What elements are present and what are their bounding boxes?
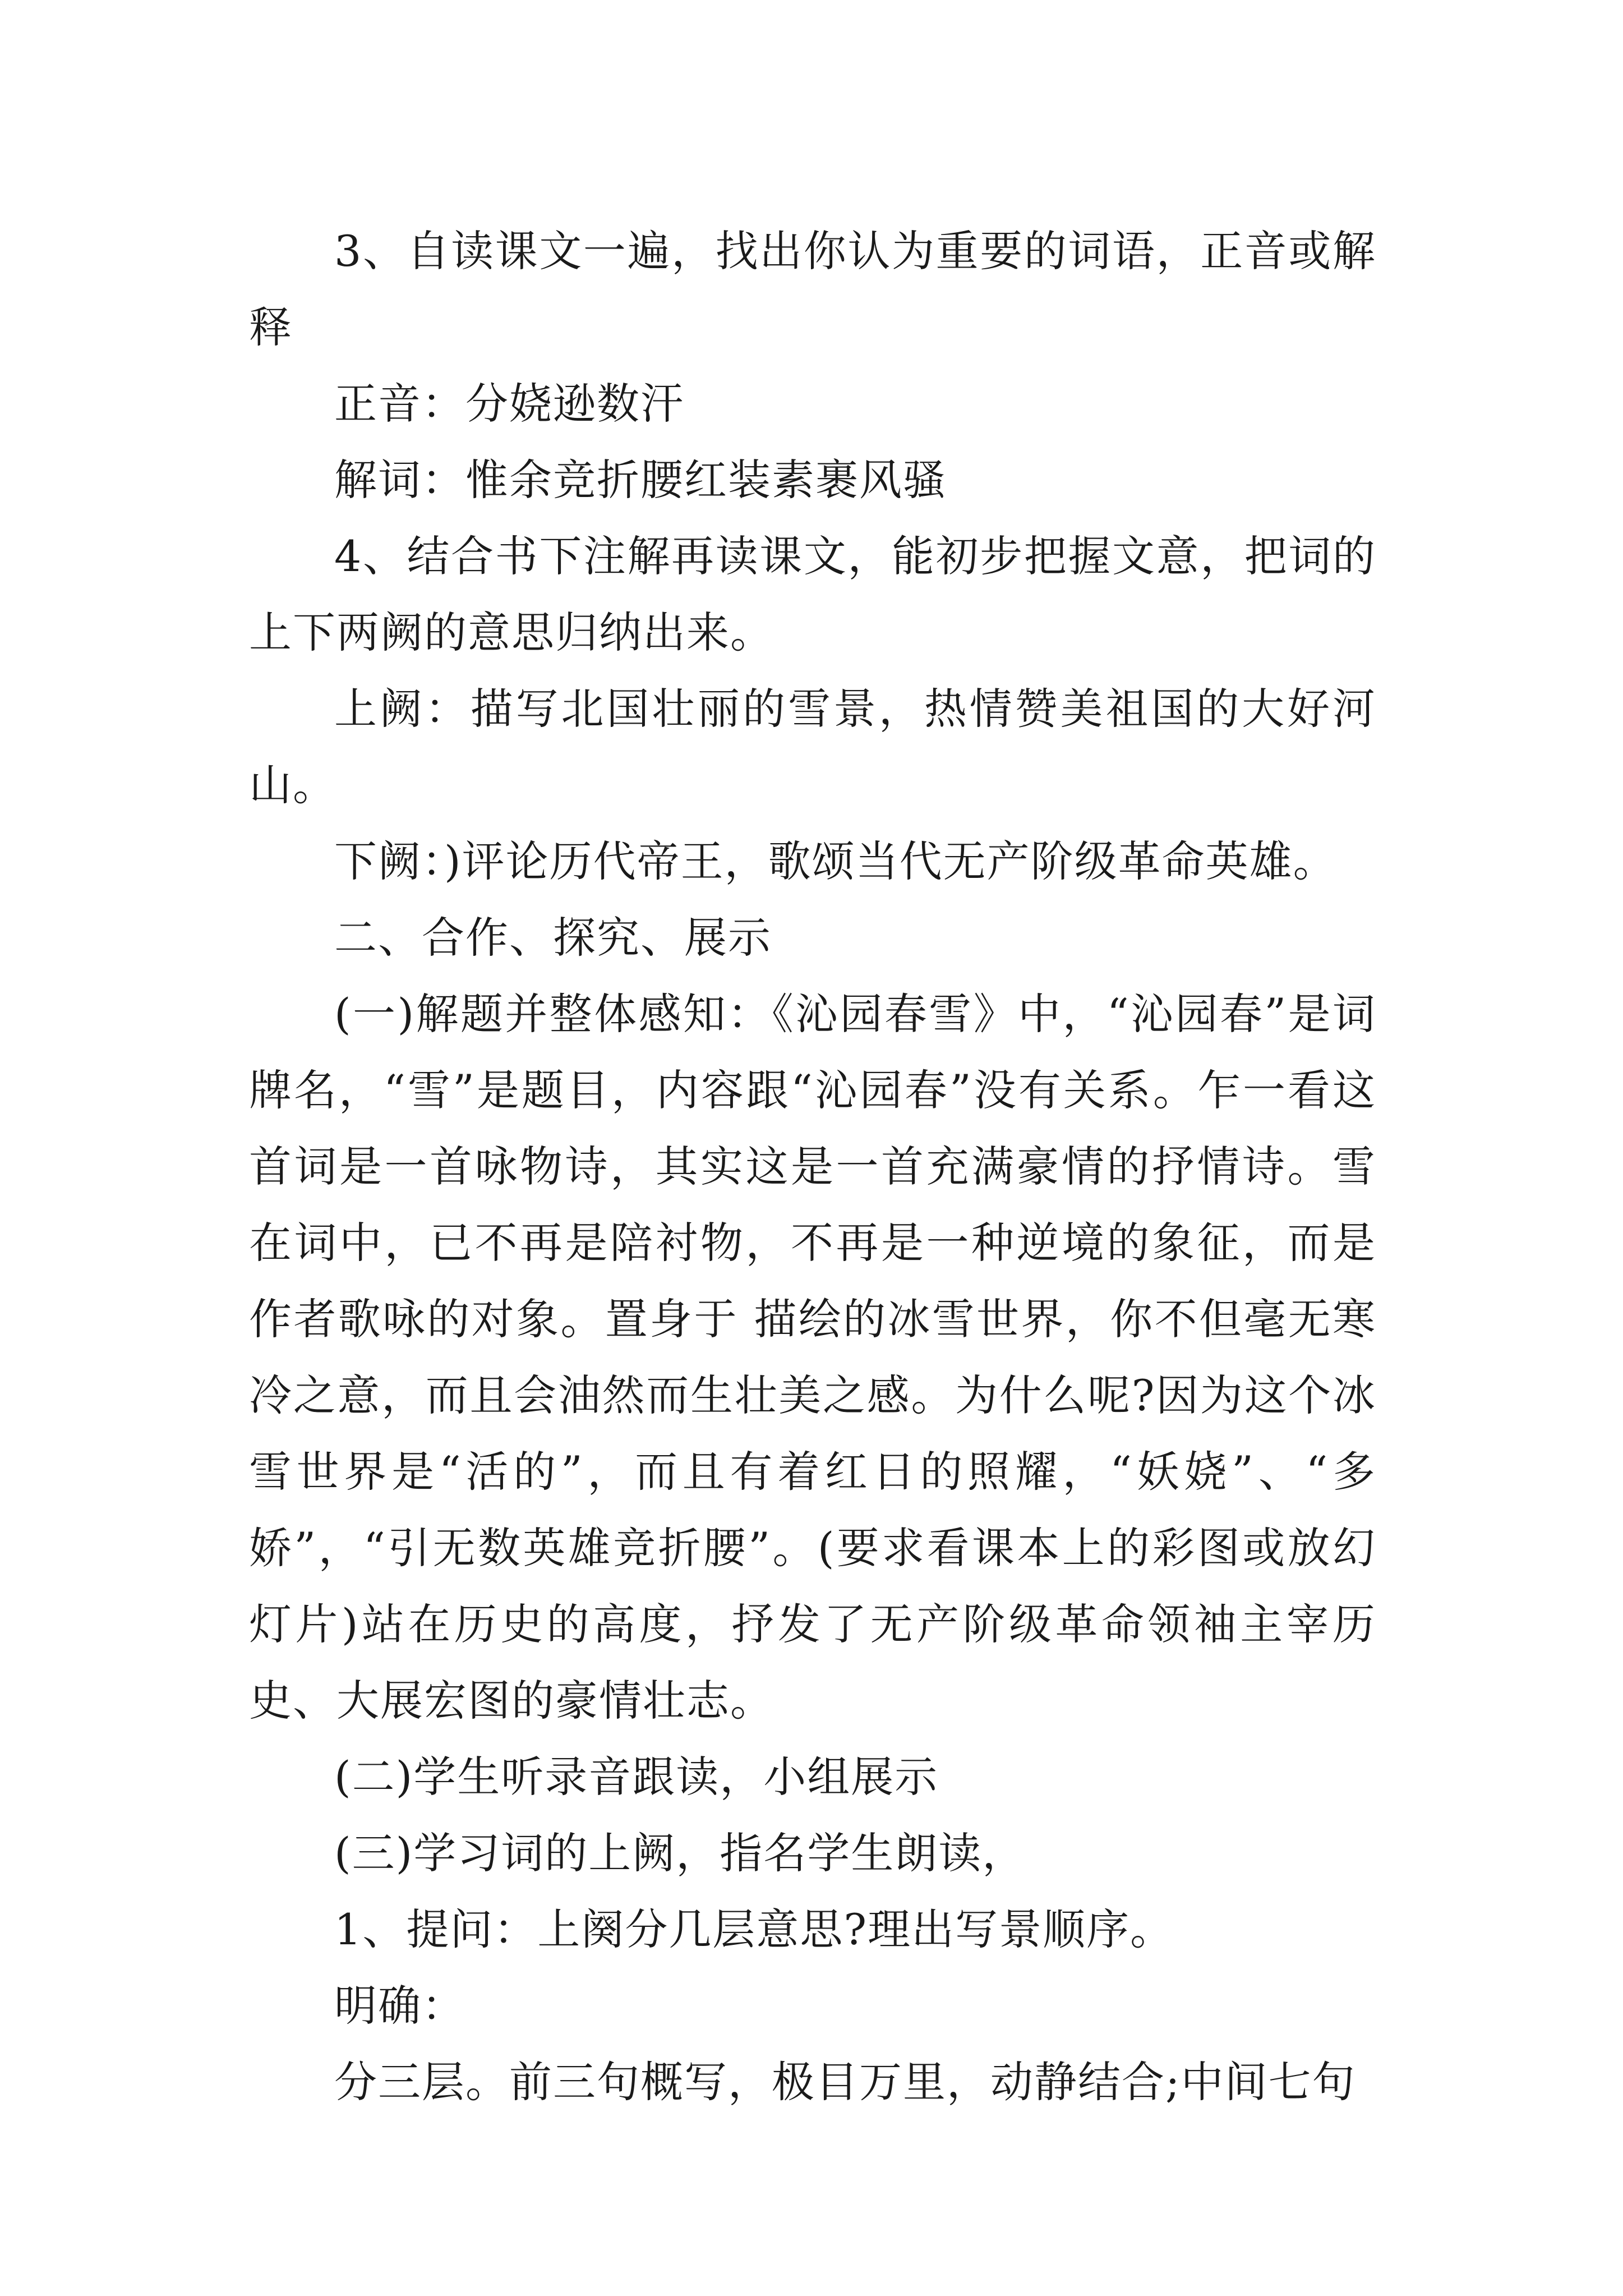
paragraph-clarify: 明确： [334, 1981, 465, 2031]
paragraph-lower-stanza: 下阙：)评论历代帝王，歌颂当代无产阶级革命英雄。 [334, 836, 1337, 886]
paragraph-title-analysis: (一)解题并整体感知：《沁园春雪》中，“沁园春”是词牌名，“雪”是题目，内容跟“沁园春”没有关系。乍一看这首词是一首咏物诗，其实这是一首充满豪情的抒情诗。雪在词中，已不再是陪衬物，不再是一种逆境的象征，而是作者歌咏的对象。置身于 描绘的冰雪世界，你不但毫无寒冷之意，而且会油然而生壮美之感。为什么呢?因为这个冰雪世界是“活的”，而且有着红日的照耀，“妖娆”、“多娇”，“引无数英雄竞折腰”。(要求看课本上的彩图或放幻灯片)站在历史的高度，抒发了无产阶级革命领袖主宰历史、大展宏图的豪情壮志。 [249, 989, 1376, 1726]
paragraph-upper-stanza: 上阙：描写北国壮丽的雪景，热情赞美祖国的大好河山。 [249, 684, 1376, 810]
body-text [249, 213, 1376, 2120]
paragraph-study-upper: (三)学习词的上阙，指名学生朗读， [334, 1828, 1026, 1878]
paragraph-three-layers: 分三层。前三句概写，极目万里，动静结合;中间七句 [334, 2057, 1356, 2107]
section-heading-two: 二、合作、探究、展示 [334, 913, 772, 963]
paragraph-pronunciation: 正音：分娆逊数汗 [334, 379, 684, 429]
paragraph-vocabulary: 解词：惟余竞折腰红装素裹风骚 [334, 455, 947, 505]
paragraph-question: 1、提问：上阕分几层意思?理出写景顺序。 [334, 1904, 1174, 1954]
paragraph-item-4: 4、结合书下注解再读课文，能初步把握文意，把词的上下两阙的意思归纳出来。 [249, 531, 1376, 657]
paragraph-listen-read: (二)学生听录音跟读，小组展示 [334, 1752, 939, 1802]
paragraph-item-3: 3、自读课文一遍，找出你认为重要的词语，正音或解释 [249, 226, 1376, 352]
